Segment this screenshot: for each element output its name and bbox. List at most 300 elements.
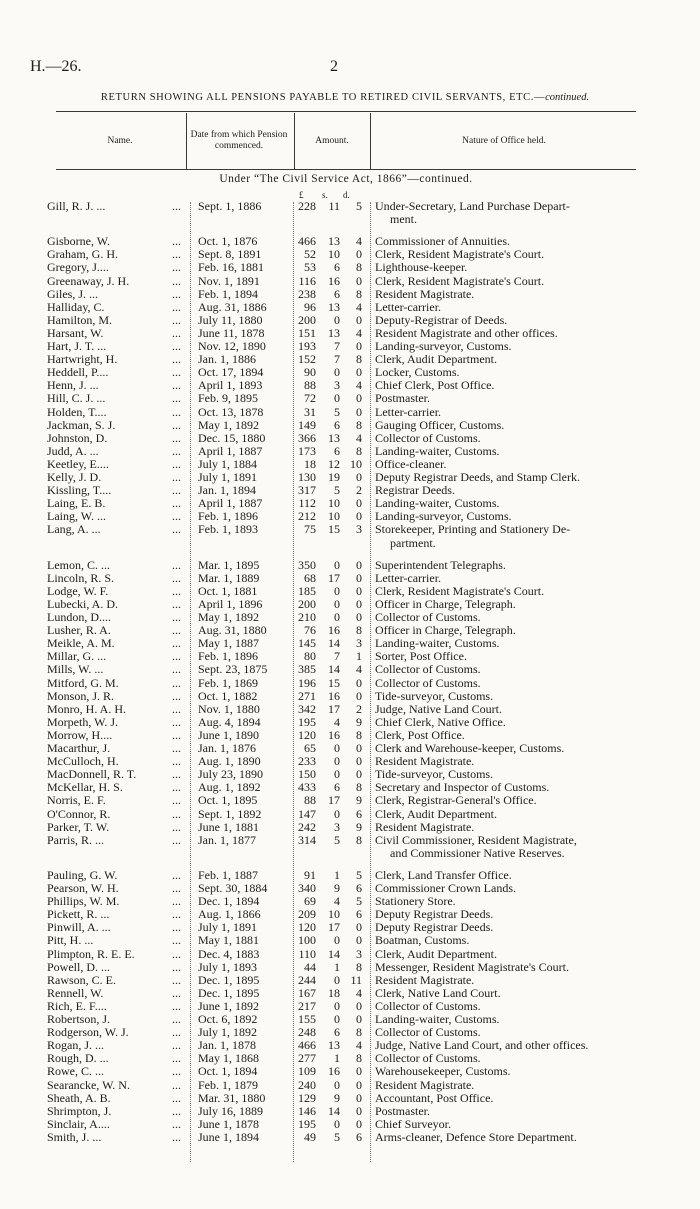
- amount-pounds: 466: [298, 1038, 316, 1053]
- amount-shillings: 16: [328, 727, 340, 742]
- amount-shillings: 10: [328, 907, 340, 922]
- amount-shillings: 6: [334, 1025, 340, 1040]
- return-title: [30, 92, 660, 103]
- office-held-continued-row: [0, 537, 700, 550]
- amount-pence: 3: [356, 946, 362, 961]
- leader-dots: ...: [172, 483, 181, 498]
- table-row: [0, 406, 700, 419]
- table-row: [0, 882, 700, 895]
- office-held: Civil Commissioner, Resident Magistrate,: [375, 832, 577, 847]
- amount-pounds: 366: [298, 430, 316, 445]
- table-row: [0, 611, 700, 624]
- amount-pounds: 193: [298, 339, 316, 353]
- amount-pence: 0: [356, 470, 362, 484]
- pensioner-name: Laing, E. B.: [47, 496, 106, 511]
- amount-shillings: 9: [334, 1090, 340, 1105]
- pension-start-date: Sept. 23, 1875: [198, 662, 268, 677]
- table-row: [0, 1052, 700, 1065]
- pension-start-date: Oct. 13, 1878: [198, 404, 264, 419]
- amount-pence: 0: [356, 933, 362, 948]
- office-held-continued: partment.: [390, 535, 436, 550]
- office-held: Letter-carrier.: [375, 570, 442, 585]
- amount-pounds: 100: [298, 933, 316, 948]
- pension-start-date: Feb. 1, 1869: [198, 675, 258, 690]
- leader-dots: ...: [172, 959, 181, 974]
- table-row: [0, 523, 700, 536]
- leader-dots: ...: [172, 610, 181, 624]
- column-header-office: Nature of Office held.: [462, 135, 546, 146]
- office-held: Landing-waiter, Customs.: [375, 636, 500, 651]
- table-row: [0, 1131, 700, 1144]
- table-row: [0, 1079, 700, 1092]
- leader-dots: ...: [172, 985, 181, 1000]
- office-held: Chief Surveyor.: [375, 1116, 451, 1131]
- amount-pounds: 200: [298, 596, 316, 611]
- leader-dots: ...: [172, 325, 181, 340]
- amount-pounds: 233: [298, 754, 316, 769]
- amount-pence: 0: [356, 610, 362, 624]
- amount-pounds: 350: [298, 557, 316, 572]
- amount-shillings: 3: [334, 378, 340, 393]
- pension-start-date: Oct. 1, 1894: [198, 1064, 258, 1079]
- leader-dots: ...: [172, 920, 181, 935]
- amount-pounds: 210: [298, 610, 316, 624]
- pensioner-name: Laing, W. ...: [47, 509, 106, 524]
- pensioner-name: Shrimpton, J.: [47, 1103, 112, 1118]
- pensioner-name: Heddell, P....: [47, 365, 109, 380]
- office-held: Clerk, Post Office.: [375, 727, 465, 742]
- pensioner-name: Sinclair, A....: [47, 1116, 110, 1131]
- pension-start-date: April 1, 1887: [198, 443, 263, 458]
- amount-pence: 5: [356, 199, 362, 213]
- amount-pounds: 385: [298, 662, 316, 677]
- amount-shillings: 0: [334, 596, 340, 611]
- amount-pence: 8: [356, 727, 362, 742]
- pension-start-date: Oct. 1, 1882: [198, 688, 258, 703]
- amount-pence: 0: [356, 273, 362, 288]
- pension-start-date: Oct. 1, 1876: [198, 234, 258, 249]
- leader-dots: ...: [172, 894, 181, 909]
- table-row: [0, 703, 700, 716]
- pensioner-name: Mitford, G. M.: [47, 675, 119, 690]
- pensioner-name: Rennell, W.: [47, 985, 104, 1000]
- amount-shillings: 0: [334, 1012, 340, 1026]
- table-row: [0, 869, 700, 882]
- amount-pounds: 238: [298, 286, 316, 301]
- pensioner-name: Phillips, W. M.: [47, 894, 120, 909]
- amount-pence: 8: [356, 286, 362, 301]
- pensioner-name: Rodgerson, W. J.: [47, 1025, 129, 1040]
- pensioner-name: Graham, G. H.: [47, 247, 118, 262]
- amount-shillings: 17: [328, 920, 340, 935]
- pension-start-date: Mar. 1, 1895: [198, 557, 260, 572]
- pensioner-name: MacDonnell, R. T.: [47, 767, 137, 782]
- amount-pounds: 120: [298, 920, 316, 935]
- table-row: [0, 663, 700, 676]
- office-held: Deputy-Registrar of Deeds.: [375, 312, 508, 327]
- leader-dots: ...: [172, 417, 181, 432]
- leader-dots: ...: [172, 688, 181, 703]
- table-row: [0, 781, 700, 794]
- pension-start-date: April 1, 1896: [198, 596, 263, 611]
- pension-start-date: June 1, 1890: [198, 727, 259, 742]
- leader-dots: ...: [172, 404, 181, 419]
- pensioner-name: Morpeth, W. J.: [47, 714, 119, 729]
- office-held: Locker, Customs.: [375, 365, 460, 380]
- pension-start-date: Feb. 1, 1894: [198, 286, 258, 301]
- office-held: Commissioner of Annuities.: [375, 234, 510, 249]
- amount-pounds: 80: [304, 649, 316, 664]
- leader-dots: ...: [172, 1077, 181, 1092]
- pension-start-date: Sept. 8, 1891: [198, 247, 262, 262]
- table-row: [0, 934, 700, 947]
- office-held: Chief Clerk, Native Office.: [375, 714, 506, 729]
- header-top-rule: [56, 111, 636, 112]
- amount-pounds: 317: [298, 483, 316, 498]
- leader-dots: ...: [172, 806, 181, 821]
- amount-pence: 0: [356, 998, 362, 1013]
- table-row: [0, 1026, 700, 1039]
- amount-shillings: 13: [328, 430, 340, 445]
- amount-pounds: 44: [304, 959, 316, 974]
- table-row: [0, 1039, 700, 1052]
- amount-shillings: 1: [334, 959, 340, 974]
- column-header-amount: Amount.: [315, 135, 349, 146]
- amount-pence: 9: [356, 793, 362, 808]
- leader-dots: ...: [172, 998, 181, 1013]
- amount-shillings: 4: [334, 894, 340, 909]
- table-row: [0, 908, 700, 921]
- office-held: Storekeeper, Printing and Stationery De-: [375, 522, 571, 537]
- amount-shillings: 13: [328, 234, 340, 249]
- table-row: [0, 261, 700, 274]
- leader-dots: ...: [172, 727, 181, 742]
- table-row: [0, 458, 700, 471]
- pensioner-name: Holden, T....: [47, 404, 107, 419]
- pensioner-name: Robertson, J.: [47, 1012, 110, 1026]
- leader-dots: ...: [172, 496, 181, 511]
- leader-dots: ...: [172, 273, 181, 288]
- office-held-continued-row: [0, 213, 700, 226]
- office-held-continued: ment.: [390, 212, 417, 227]
- amount-pence: 8: [356, 260, 362, 275]
- pension-start-date: May 1, 1892: [198, 610, 259, 624]
- pensioner-name: Greenaway, J. H.: [47, 273, 130, 288]
- office-held: Clerk and Warehouse-keeper, Customs.: [375, 741, 565, 755]
- amount-pence: 4: [356, 234, 362, 249]
- amount-shillings: 13: [328, 299, 340, 314]
- amount-shillings: 13: [328, 1038, 340, 1053]
- leader-dots: ...: [172, 741, 181, 755]
- pension-start-date: Aug. 31, 1880: [198, 623, 267, 638]
- amount-pounds: 242: [298, 819, 316, 834]
- amount-shillings: 10: [328, 247, 340, 262]
- office-held: Landing-surveyor, Customs.: [375, 339, 512, 353]
- amount-shillings: 0: [334, 741, 340, 755]
- amount-shillings: 1: [334, 867, 340, 882]
- pension-start-date: July 1, 1893: [198, 959, 258, 974]
- pensioner-name: McKellar, H. S.: [47, 780, 123, 795]
- table-row: [0, 497, 700, 510]
- page-number: 2: [330, 58, 338, 75]
- office-held: Messenger, Resident Magistrate's Court.: [375, 959, 569, 974]
- table-row: [0, 200, 700, 213]
- pension-start-date: Feb. 1, 1896: [198, 509, 258, 524]
- leader-dots: ...: [172, 819, 181, 834]
- amount-pence: 4: [356, 662, 362, 677]
- amount-pence: 6: [356, 806, 362, 821]
- amount-pence: 9: [356, 819, 362, 834]
- amount-pence: 0: [356, 1012, 362, 1026]
- amount-pounds: 173: [298, 443, 316, 458]
- amount-shillings: 17: [328, 701, 340, 716]
- amount-pence: 1: [356, 649, 362, 664]
- pension-start-date: July 23, 1890: [198, 767, 264, 782]
- amount-pence: 0: [356, 1116, 362, 1131]
- pensioner-name: Lubecki, A. D.: [47, 596, 118, 611]
- amount-pounds: 150: [298, 767, 316, 782]
- leader-dots: ...: [172, 675, 181, 690]
- amount-pounds: 109: [298, 1064, 316, 1079]
- leader-dots: ...: [172, 378, 181, 393]
- amount-shillings: 15: [328, 522, 340, 537]
- pensioner-name: Hart, J. T. ...: [47, 339, 107, 353]
- return-title-text: RETURN SHOWING ALL PENSIONS PAYABLE TO RETIRED CIVIL SERVANTS, ETC.—: [100, 92, 546, 103]
- pension-start-date: Aug. 1, 1892: [198, 780, 261, 795]
- office-held: Deputy Registrar Deeds, and Stamp Clerk.: [375, 470, 580, 484]
- table-row: [0, 275, 700, 288]
- pension-start-date: Feb. 1, 1896: [198, 649, 258, 664]
- table-row: [0, 301, 700, 314]
- amount-pounds: 212: [298, 509, 316, 524]
- leader-dots: ...: [172, 299, 181, 314]
- pension-start-date: Dec. 1, 1895: [198, 985, 260, 1000]
- leader-dots: ...: [172, 443, 181, 458]
- pension-start-date: Feb. 1, 1893: [198, 522, 258, 537]
- pensioner-name: Kelly, J. D.: [47, 470, 102, 484]
- amount-pounds: 75: [304, 522, 316, 537]
- office-held: Clerk, Land Transfer Office.: [375, 867, 512, 882]
- leader-dots: ...: [172, 557, 181, 572]
- office-held: Collector of Customs.: [375, 430, 481, 445]
- amount-shillings: 0: [334, 806, 340, 821]
- table-header: [56, 113, 636, 169]
- pension-start-date: Oct. 17, 1894: [198, 365, 264, 380]
- office-held: Office-cleaner.: [375, 456, 447, 471]
- table-row: [0, 559, 700, 572]
- amount-pence: 4: [356, 378, 362, 393]
- office-held: Clerk, Audit Department.: [375, 946, 497, 961]
- pensioner-name: Lundon, D....: [47, 610, 111, 624]
- table-row: [0, 1013, 700, 1026]
- pension-start-date: July 1, 1884: [198, 456, 258, 471]
- amount-pence: 0: [356, 583, 362, 598]
- leader-dots: ...: [172, 1038, 181, 1053]
- table-row: [0, 419, 700, 432]
- office-held: Warehousekeeper, Customs.: [375, 1064, 511, 1079]
- table-row: [0, 742, 700, 755]
- amount-pounds: 76: [304, 623, 316, 638]
- amount-pounds: 147: [298, 806, 316, 821]
- amount-shillings: 6: [334, 443, 340, 458]
- pensioner-name: Keetley, E....: [47, 456, 109, 471]
- pensioner-name: Jackman, S. J.: [47, 417, 116, 432]
- amount-shillings: 14: [328, 946, 340, 961]
- leader-dots: ...: [172, 312, 181, 327]
- amount-shillings: 5: [334, 404, 340, 419]
- pension-start-date: July 1, 1892: [198, 1025, 258, 1040]
- leader-dots: ...: [172, 247, 181, 262]
- amount-pence: 0: [356, 767, 362, 782]
- pension-start-date: Dec. 15, 1880: [198, 430, 266, 445]
- amount-shillings: 6: [334, 286, 340, 301]
- amount-pounds: 52: [304, 247, 316, 262]
- pensioner-name: Rich, E. F....: [47, 998, 107, 1013]
- office-held: Superintendent Telegraphs.: [375, 557, 506, 572]
- leader-dots: ...: [172, 365, 181, 380]
- table-row: [0, 948, 700, 961]
- pension-start-date: Aug. 31, 1886: [198, 299, 267, 314]
- pensioner-name: Judd, A. ...: [47, 443, 99, 458]
- return-title-continued: continued.: [545, 92, 590, 103]
- leader-dots: ...: [172, 867, 181, 882]
- office-held: Collector of Customs.: [375, 610, 481, 624]
- pension-start-date: Jan. 1, 1886: [198, 352, 256, 367]
- amount-pence: 8: [356, 832, 362, 847]
- amount-pence: 8: [356, 1025, 362, 1040]
- table-row: [0, 1092, 700, 1105]
- pensioner-name: Lang, A. ...: [47, 522, 101, 537]
- amount-pence: 0: [356, 404, 362, 419]
- header-divider: [186, 113, 187, 169]
- table-row: [0, 1118, 700, 1131]
- amount-pence: 4: [356, 430, 362, 445]
- amount-pence: 0: [356, 675, 362, 690]
- amount-pence: 0: [356, 920, 362, 935]
- amount-pence: 0: [356, 1090, 362, 1105]
- office-held: Judge, Native Land Court.: [375, 701, 502, 716]
- table-row: [0, 834, 700, 847]
- amount-pounds: 195: [298, 1116, 316, 1131]
- pensioner-name: Rogan, J. ...: [47, 1038, 104, 1053]
- amount-shillings: 5: [334, 1129, 340, 1144]
- pension-start-date: Dec. 1, 1894: [198, 894, 260, 909]
- office-held: Resident Magistrate.: [375, 972, 475, 987]
- amount-pounds: 185: [298, 583, 316, 598]
- amount-shillings: 0: [334, 767, 340, 782]
- amount-pounds: 200: [298, 312, 316, 327]
- amount-pounds: 217: [298, 998, 316, 1013]
- amount-pounds: 244: [298, 972, 316, 987]
- pension-start-date: Dec. 4, 1883: [198, 946, 260, 961]
- pension-start-date: July 1, 1891: [198, 470, 258, 484]
- table-row: [0, 624, 700, 637]
- office-held: Resident Magistrate.: [375, 754, 475, 769]
- amount-pounds: 149: [298, 417, 316, 432]
- amount-shillings: 6: [334, 260, 340, 275]
- pension-start-date: May 1, 1887: [198, 636, 259, 651]
- amount-pence: 0: [356, 509, 362, 524]
- amount-shillings: 16: [328, 1064, 340, 1079]
- table-row: [0, 327, 700, 340]
- amount-pounds: 116: [298, 273, 316, 288]
- leader-dots: ...: [172, 1051, 181, 1066]
- pensioner-name: Gill, R. J. ...: [47, 199, 106, 213]
- pension-start-date: May 1, 1881: [198, 933, 259, 948]
- pensioner-name: Parker, T. W.: [47, 819, 110, 834]
- leader-dots: ...: [172, 509, 181, 524]
- amount-pence: 0: [356, 1103, 362, 1118]
- amount-pence: 4: [356, 1038, 362, 1053]
- leader-dots: ...: [172, 1090, 181, 1105]
- pensioner-name: Smith, J. ...: [47, 1129, 102, 1144]
- office-held: Landing-waiter, Customs.: [375, 496, 500, 511]
- pensioner-name: Lincoln, R. S.: [47, 570, 115, 585]
- amount-pence: 8: [356, 959, 362, 974]
- leader-dots: ...: [172, 1116, 181, 1131]
- pension-start-date: Feb. 9, 1895: [198, 391, 258, 406]
- amount-pence: 0: [356, 688, 362, 703]
- pensioner-name: Morrow, H....: [47, 727, 113, 742]
- leader-dots: ...: [172, 286, 181, 301]
- table-row: [0, 572, 700, 585]
- pension-start-date: July 16, 1889: [198, 1103, 264, 1118]
- amount-pence: 0: [356, 596, 362, 611]
- table-row: [0, 288, 700, 301]
- amount-pounds: 277: [298, 1051, 316, 1066]
- leader-dots: ...: [172, 636, 181, 651]
- table-row: [0, 353, 700, 366]
- pensioner-name: Millar, G. ...: [47, 649, 107, 664]
- amount-pence: 5: [356, 867, 362, 882]
- amount-shillings: 10: [328, 496, 340, 511]
- pension-start-date: Aug. 4, 1894: [198, 714, 261, 729]
- amount-shillings: 16: [328, 273, 340, 288]
- amount-shillings: 11: [328, 199, 340, 213]
- amount-pounds: 151: [298, 325, 316, 340]
- amount-pounds: 68: [304, 570, 316, 585]
- leader-dots: ...: [172, 767, 181, 782]
- leader-dots: ...: [172, 907, 181, 922]
- amount-shillings: 15: [328, 675, 340, 690]
- pensioner-name: Gregory, J....: [47, 260, 109, 275]
- leader-dots: ...: [172, 754, 181, 769]
- pension-start-date: April 1, 1893: [198, 378, 263, 393]
- leader-dots: ...: [172, 662, 181, 677]
- pension-start-date: Oct. 1, 1881: [198, 583, 258, 598]
- table-row: [0, 379, 700, 392]
- pensioner-name: Hamilton, M.: [47, 312, 112, 327]
- amount-pence: 8: [356, 1051, 362, 1066]
- pensioner-name: Giles, J. ...: [47, 286, 98, 301]
- amount-pence: 0: [356, 496, 362, 511]
- pension-start-date: Sept. 1, 1892: [198, 806, 262, 821]
- office-held: Resident Magistrate.: [375, 286, 475, 301]
- amount-pounds: 240: [298, 1077, 316, 1092]
- pensioner-name: Pitt, H. ...: [47, 933, 94, 948]
- table-row: [0, 895, 700, 908]
- leader-dots: ...: [172, 199, 181, 213]
- amount-pence: 0: [356, 754, 362, 769]
- table-row: [0, 235, 700, 248]
- table-row: [0, 729, 700, 742]
- amount-pence: 0: [356, 365, 362, 380]
- amount-pounds: 433: [298, 780, 316, 795]
- office-held: Clerk, Resident Magistrate's Court.: [375, 583, 545, 598]
- pensioner-name: Kissling, T....: [47, 483, 112, 498]
- amount-pounds: 91: [304, 867, 316, 882]
- pension-start-date: Aug. 1, 1866: [198, 907, 261, 922]
